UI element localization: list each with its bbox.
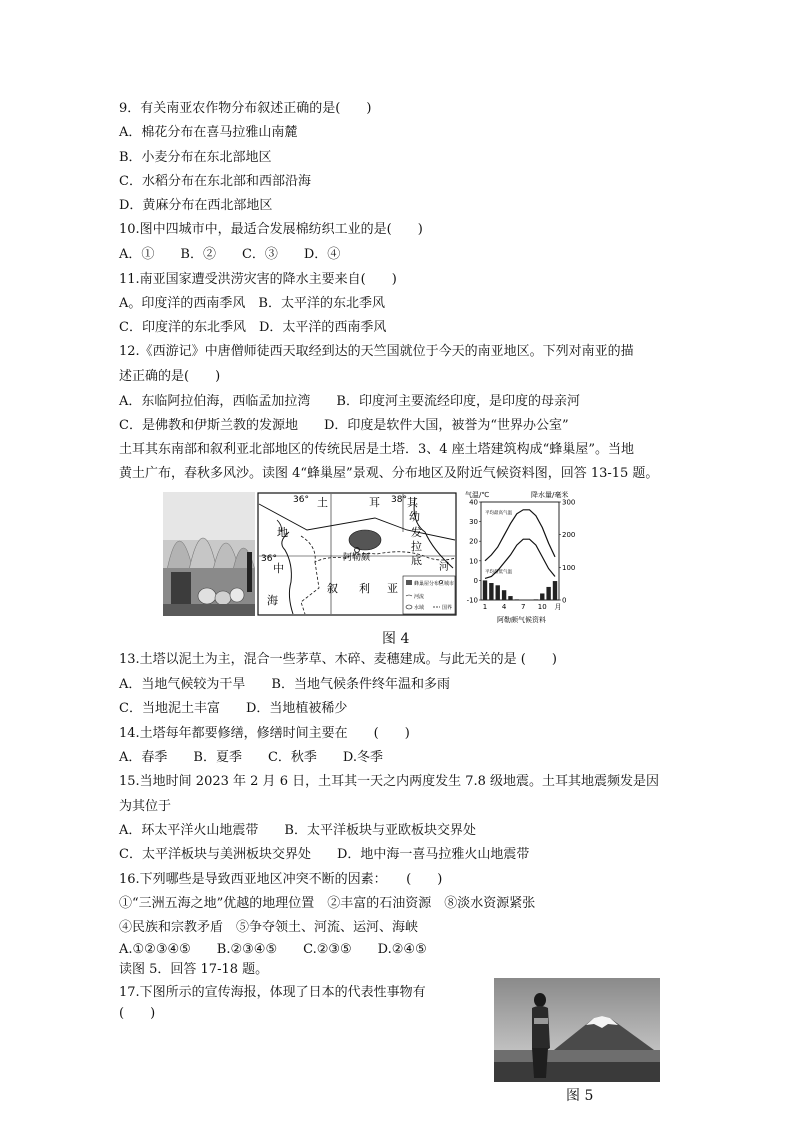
- map-label-tu: 土: [317, 496, 328, 509]
- passage-line2: 黄土广布，春秋多风沙。读图 4“蜂巢屋”景观、分布地区及附近气候资料图，回答 13-15 题。: [119, 466, 659, 481]
- left-tick-label-4: 0: [473, 576, 478, 585]
- map-city-aleppo: 阿勒颇: [343, 553, 371, 563]
- climate-title: 阿勒颇气候资料: [497, 616, 546, 624]
- map-label-euphrates-2: 发: [411, 526, 422, 539]
- left-tick-label-0: 40: [469, 498, 478, 507]
- q11-stem: 11.南亚国家遭受洪涝灾害的降水主要来自( ): [119, 272, 397, 287]
- left-tick-label-2: 20: [469, 537, 478, 546]
- map-label-syria-1: 叙: [327, 582, 338, 595]
- x-tick-label-2: 7: [520, 603, 526, 611]
- right-tick-label-1: 200: [562, 531, 576, 540]
- map-label-syria-2: 利: [359, 582, 370, 595]
- legend-city: 城市: [444, 581, 455, 587]
- x-tick-label-3: 10: [537, 603, 547, 611]
- q12-options-cd: C．是佛教和伊斯兰教的发源地 D．印度是软件大国，被誉为“世界办公室”: [119, 418, 569, 433]
- q16-items-line1: ①“三洲五海之地”优越的地理位置 ②丰富的石油资源 ⑧淡水资源紧张: [119, 896, 536, 911]
- left-tick-label-5: -10: [466, 596, 478, 605]
- q10-stem: 10.图中四城市中，最适合发展棉纺织工业的是( ): [119, 222, 423, 237]
- q9-option-a: A．棉花分布在喜马拉雅山南麓: [119, 125, 298, 140]
- q15-stem-line1: 15.当地时间 2023 年 2 月 6 日，土耳其一天之内两度发生 7.8 级地震。土耳其地震频发是因: [119, 774, 660, 789]
- passage-line1: 土耳其东南部和叙利亚北部地区的传统民居是土塔．3、4 座土塔建筑构成“蜂巢屋”。当地: [119, 442, 634, 457]
- precip-bar-2: [489, 583, 493, 600]
- q9-option-d: D．黄麻分布在西北部地区: [119, 198, 273, 213]
- avg-max-temp-line: [485, 510, 555, 561]
- precip-bar-11: [546, 587, 550, 600]
- q12-options-ab: A．东临阿拉伯海，西临孟加拉湾 B．印度河主要流经印度，是印度的母亲河: [119, 394, 580, 409]
- precip-bar-9: [534, 599, 538, 600]
- right-tick-label-0: 300: [562, 498, 576, 507]
- map-label-euphrates-1: 幼: [409, 510, 420, 523]
- q17-stem-line2: ( ): [119, 1006, 156, 1021]
- q14-options: A．春季 B．夏季 C．秋季 D.冬季: [119, 750, 383, 765]
- precip-bar-3: [496, 585, 500, 600]
- q16-options: A.①②③④⑤ B.②③④⑤ C.②③⑤ D.②④⑤: [119, 942, 427, 957]
- legend-river: 河流: [414, 594, 425, 600]
- intro-q17-18: 读图 5．回答 17-18 题。: [119, 962, 269, 977]
- x-tick-label-4: 月: [554, 603, 562, 611]
- map-lon36-label: 36°: [293, 495, 309, 505]
- distribution-map: [257, 492, 457, 616]
- q12-stem-line2: 述正确的是( ): [119, 369, 221, 384]
- x-tick-label-1: 4: [501, 603, 507, 611]
- climate-ylabel-left: 气温/℃: [465, 491, 490, 499]
- precip-bar-6: [515, 599, 519, 600]
- q9-stem: 9．有关南亚农作物分布叙述正确的是( ): [119, 101, 372, 116]
- q15-stem-line2: 为其位于: [119, 799, 172, 814]
- q14-stem: 14.土塔每年都要修缮，修缮时间主要在 ( ): [119, 726, 410, 741]
- figure-5-poster: [494, 978, 660, 1082]
- map-label-zhong: 中: [273, 562, 284, 575]
- q9-option-c: C．水稻分布在东北部和西部沿海: [119, 174, 311, 189]
- q11-options-cd: C．印度洋的东北季风 D．太平洋的西南季风: [119, 320, 387, 335]
- map-label-euphrates-3: 拉: [411, 540, 422, 553]
- q15-options-ab: A．环太平洋火山地震带 B．太平洋板块与亚欧板块交界处: [119, 823, 476, 838]
- map-label-river: 河: [439, 562, 449, 573]
- x-tick-label-0: 1: [482, 603, 488, 611]
- q16-items-line2: ④民族和宗教矛盾 ⑤争夺领土、河流、运河、海峡: [119, 920, 419, 935]
- q13-stem: 13.土塔以泥土为主，混合一些茅草、木碎、麦穗建成。与此无关的是 ( ): [119, 652, 557, 667]
- q16-stem: 16.下列哪些是导致西亚地区冲突不断的因素： ( ): [119, 872, 443, 887]
- figure-4: [163, 488, 589, 626]
- map-label-er: 耳: [369, 496, 380, 509]
- map-label-euphrates-4: 底: [411, 554, 422, 567]
- q9-option-b: B．小麦分布在东北部地区: [119, 150, 272, 165]
- map-lat36-label: 36°: [261, 554, 277, 564]
- q10-options: A．① B．② C．③ D．④: [119, 247, 341, 262]
- q11-options-ab: A。印度洋的西南季风 B．太平洋的东北季风: [119, 296, 385, 311]
- precip-bar-1: [483, 580, 487, 600]
- climate-line-min-label: 平均最低气温: [485, 570, 512, 575]
- precip-bar-10: [540, 593, 544, 600]
- right-tick-label-3: 0: [562, 596, 567, 605]
- legend-border: 国界: [442, 605, 453, 611]
- legend-beehive-area: 蜂巢屋分布区: [414, 581, 445, 587]
- q13-options-cd: C．当地泥土丰富 D．当地植被稀少: [119, 701, 348, 716]
- map-label-di: 地: [277, 526, 288, 539]
- map-label-hai: 海: [267, 594, 278, 607]
- right-tick-label-2: 100: [562, 563, 576, 572]
- map-label-qi: 其: [407, 496, 418, 509]
- map-lon38-label: 38°: [391, 495, 407, 505]
- figure-5-caption: 图 5: [566, 1088, 594, 1104]
- legend-water: 水域: [414, 605, 425, 611]
- precip-bar-4: [502, 590, 506, 600]
- climate-ylabel-right: 降水量/毫米: [531, 491, 569, 499]
- climate-line-max-label: 平均最高气温: [485, 511, 512, 516]
- left-tick-label-3: 10: [469, 557, 478, 566]
- climate-chart: [461, 488, 589, 624]
- q17-stem-line1: 17.下图所示的宣传海报，体现了日本的代表性事物有: [119, 985, 426, 1000]
- left-tick-label-1: 30: [469, 518, 478, 527]
- q12-stem-line1: 12.《西游记》中唐僧师徒西天取经到达的天竺国就位于今天的南亚地区。下列对南亚的描: [119, 344, 634, 359]
- precip-bar-12: [553, 581, 557, 600]
- figure-4-caption: 图 4: [382, 631, 410, 647]
- map-label-syria-3: 亚: [387, 582, 398, 595]
- precip-bar-5: [508, 596, 512, 600]
- beehive-house-photo: [163, 492, 255, 616]
- q15-options-cd: C．太平洋板块与美洲板块交界处 D．地中海一喜马拉雅火山地震带: [119, 847, 530, 862]
- q13-options-ab: A．当地气候较为干旱 B．当地气候条件终年温和多雨: [119, 677, 450, 692]
